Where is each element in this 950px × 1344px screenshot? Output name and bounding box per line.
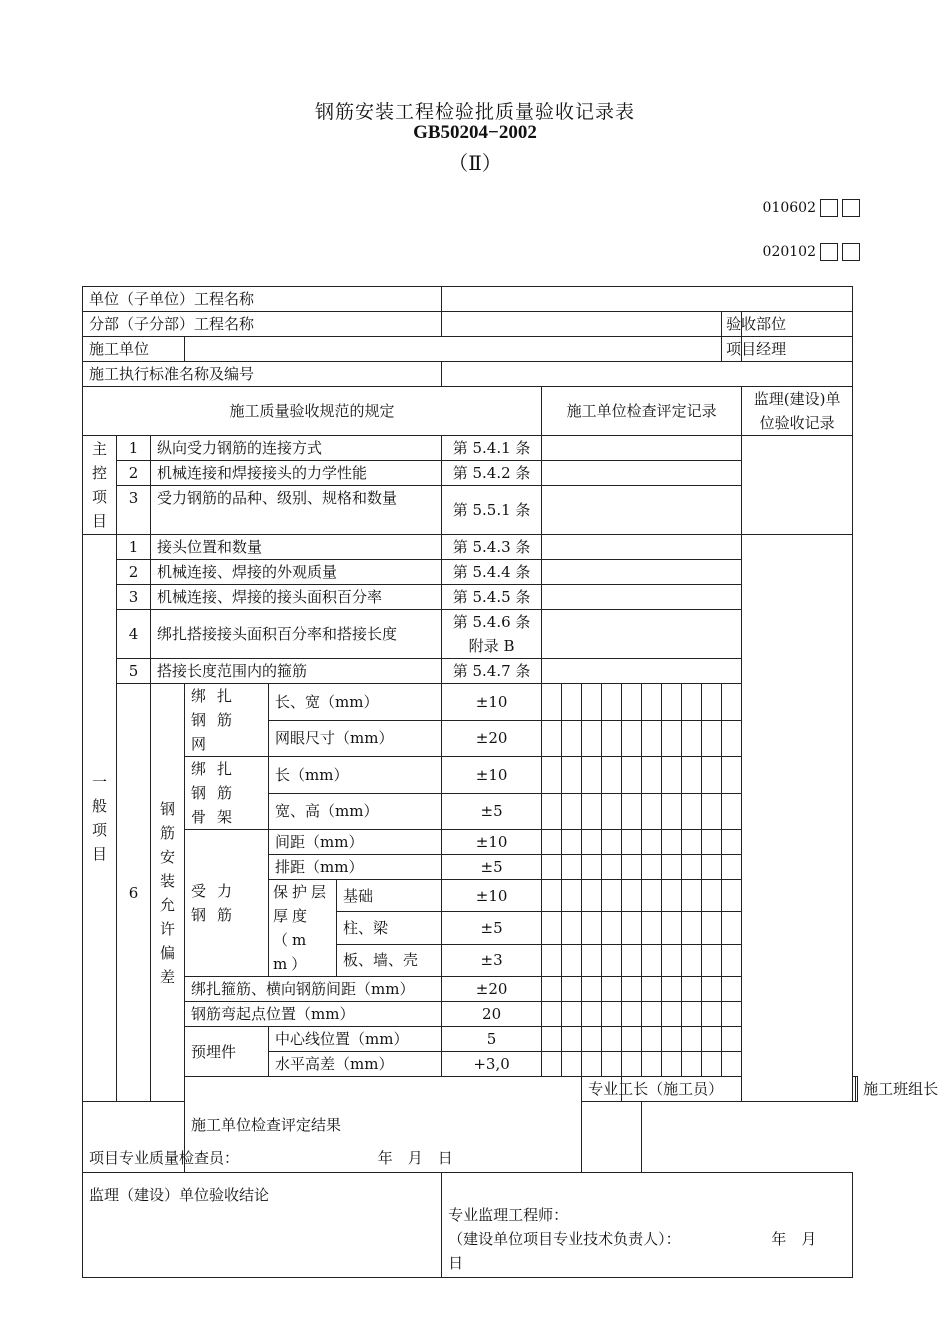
measure-cell[interactable] [542,912,562,944]
construct-unit-label: 施工单位 [83,337,185,362]
measure-cell[interactable] [682,757,702,794]
cover-label: 保护层厚度（mm） [269,880,337,977]
item-clause: 第 5.4.2 条 [442,461,542,486]
item-text: 接头位置和数量 [151,535,442,560]
measure-cell[interactable] [702,1002,722,1027]
foreman-label: 专业工长（施工员） [582,1077,622,1102]
measure-cell[interactable] [562,1027,582,1052]
measure-cell[interactable] [542,720,562,757]
measure-cell[interactable] [702,912,722,944]
tolerance-item: 长、宽（mm） [269,684,442,721]
sub-name-label: 分部（子分部）工程名称 [83,312,442,337]
cage-label: 绑扎钢筋骨架 [185,757,269,830]
check-record-cell[interactable] [542,461,742,486]
measure-cell[interactable] [542,1027,562,1052]
measure-cell[interactable] [622,720,642,757]
item-number: 5 [117,659,151,684]
measure-cell[interactable] [582,757,602,794]
measure-cell[interactable] [662,912,682,944]
standard-label: 施工执行标准名称及编号 [83,362,442,387]
measure-cell[interactable] [702,830,722,855]
measure-cell[interactable] [542,684,562,721]
measure-cell[interactable] [722,977,742,1002]
tolerance-value: ±5 [442,912,542,944]
measure-cell[interactable] [602,1027,622,1052]
tolerance-value: ±20 [442,720,542,757]
check-record-cell[interactable] [542,659,742,684]
measure-cell[interactable] [562,912,582,944]
measure-cell[interactable] [602,830,622,855]
form-code-2 [763,243,860,261]
measure-cell[interactable] [542,1052,562,1077]
supervise-col-header: 监理(建设)单位验收记录 [742,387,853,436]
inspection-table [82,286,939,1278]
tolerance-value: ±5 [442,793,542,830]
measure-cell[interactable] [722,720,742,757]
measure-cell[interactable] [702,1027,722,1052]
measure-cell[interactable] [702,977,722,1002]
form-title: 钢筋安装工程检验批质量验收记录表 [314,101,635,123]
item-clause: 第 5.4.1 条 [442,436,542,461]
measure-cell[interactable] [662,684,682,721]
measure-cell[interactable] [702,757,722,794]
measure-cell[interactable] [542,880,562,912]
measure-cell[interactable] [642,830,662,855]
measure-cell[interactable] [622,944,642,976]
measure-cell[interactable] [722,880,742,912]
measure-cell[interactable] [702,944,722,976]
tolerance-value: ±3 [442,944,542,976]
check-record-cell[interactable] [542,560,742,585]
measure-cell[interactable] [682,793,702,830]
tolerance-item: 水平高差（mm） [269,1052,442,1077]
measure-cell[interactable] [702,880,722,912]
pm-label: 项目经理 [722,337,742,362]
measure-cell[interactable] [562,977,582,1002]
measure-cell[interactable] [642,684,662,721]
measure-cell[interactable] [722,1002,742,1027]
measure-cell[interactable] [582,912,602,944]
construct-unit-value[interactable] [185,337,722,362]
form-code-text: 020102 [762,244,816,260]
check-record-cell[interactable] [542,486,742,535]
item-text: 受力钢筋的品种、级别、规格和数量 [151,486,442,535]
supervise-record-cell[interactable] [742,436,853,535]
item-text: 机械连接和焊接接头的力学性能 [151,461,442,486]
code-digit-box[interactable] [820,199,838,217]
item-clause: 第 5.5.1 条 [442,486,542,535]
measure-cell[interactable] [682,944,702,976]
unit-name-value[interactable] [442,287,853,312]
tolerance-value: ±10 [442,830,542,855]
measure-cell[interactable] [602,1052,622,1077]
measure-cell[interactable] [722,684,742,721]
code-digit-box[interactable] [842,199,860,217]
result-date: 年 月 日 [377,1149,453,1167]
item-text: 机械连接、焊接的外观质量 [151,560,442,585]
measure-cell[interactable] [622,1027,642,1052]
item-clause: 第 5.4.3 条 [442,535,542,560]
measure-cell[interactable] [702,855,722,880]
measure-cell[interactable] [602,757,622,794]
measure-cell[interactable] [542,944,562,976]
measure-cell[interactable] [642,855,662,880]
measure-cell[interactable] [662,720,682,757]
check-col-header: 施工单位检查评定记录 [542,387,742,436]
force-bar-label: 受力钢筋 [185,830,269,977]
measure-cell[interactable] [642,977,662,1002]
measure-cell[interactable] [662,757,682,794]
measure-cell[interactable] [662,830,682,855]
measure-cell[interactable] [582,944,602,976]
measure-cell[interactable] [702,720,722,757]
measure-cell[interactable] [682,720,702,757]
measure-cell[interactable] [562,1052,582,1077]
measure-cell[interactable] [562,720,582,757]
tolerance-value: ±10 [442,757,542,794]
measure-cell[interactable] [542,793,562,830]
measure-cell[interactable] [582,1002,602,1027]
measure-cell[interactable] [542,855,562,880]
item-text: 搭接长度范围内的箍筋 [151,659,442,684]
measure-cell[interactable] [722,1027,742,1052]
measure-cell[interactable] [722,793,742,830]
measure-cell[interactable] [702,1052,722,1077]
measure-cell[interactable] [582,1027,602,1052]
measure-cell[interactable] [662,880,682,912]
check-record-cell[interactable] [542,436,742,461]
measure-cell[interactable] [582,977,602,1002]
tolerance-item: 板、墙、壳 [337,944,442,976]
tolerance-label: 钢 筋 安 装 允 许 偏 差 [151,684,185,1102]
measure-cell[interactable] [662,977,682,1002]
measure-cell[interactable] [642,757,662,794]
item-text: 纵向受力钢筋的连接方式 [151,436,442,461]
tolerance-item: 柱、梁 [337,912,442,944]
measure-cell[interactable] [662,1027,682,1052]
measure-cell[interactable] [642,880,662,912]
result-label: 施工单位检查评定结果 [185,1077,582,1173]
item-number: 2 [117,461,151,486]
measure-cell[interactable] [562,1002,582,1027]
measure-cell[interactable] [722,855,742,880]
measure-cell[interactable] [622,1052,642,1077]
tolerance-value: ±20 [442,977,542,1002]
measure-cell[interactable] [562,684,582,721]
measure-cell[interactable] [622,912,642,944]
measure-cell[interactable] [722,944,742,976]
measure-cell[interactable] [582,855,602,880]
item-clause: 第 5.4.5 条 [442,585,542,610]
item-number: 3 [117,486,151,535]
measure-cell[interactable] [562,830,582,855]
measure-cell[interactable] [582,720,602,757]
team-leader-label: 施工班组长 [853,1077,856,1102]
measure-cell[interactable] [622,880,642,912]
item-number: 3 [117,585,151,610]
measure-cell[interactable] [542,830,562,855]
measure-cell[interactable] [582,793,602,830]
measure-cell[interactable] [642,1027,662,1052]
measure-cell[interactable] [582,1052,602,1077]
item-text: 机械连接、焊接的接头面积百分率 [151,585,442,610]
measure-cell[interactable] [562,793,582,830]
unit-name-label: 单位（子单位）工程名称 [83,287,442,312]
tolerance-value: 5 [442,1027,542,1052]
measure-cell[interactable] [682,830,702,855]
measure-cell[interactable] [662,1052,682,1077]
measure-cell[interactable] [602,880,622,912]
tolerance-value: ±10 [442,684,542,721]
item-number: 1 [117,535,151,560]
supervise-record-cell[interactable] [742,535,853,1102]
item-clause: 第 5.4.6 条 附录 B [442,610,542,659]
measure-cell[interactable] [662,1002,682,1027]
tolerance-item: 基础 [337,880,442,912]
measure-cell[interactable] [642,944,662,976]
owner-rep-label: （建设单位项目专业技术负责人）： [448,1230,681,1248]
measure-cell[interactable] [722,757,742,794]
conclusion-date: 年 月 日 [448,1230,832,1272]
measure-cell[interactable] [722,912,742,944]
measure-cell[interactable] [642,1052,662,1077]
measure-cell[interactable] [602,1002,622,1027]
form-section: （Ⅱ） [448,151,502,175]
tolerance-value: ±5 [442,855,542,880]
measure-cell[interactable] [582,684,602,721]
check-record-cell[interactable] [542,535,742,560]
measure-cell[interactable] [662,855,682,880]
measure-cell[interactable] [622,684,642,721]
tolerance-item: 间距（mm） [269,830,442,855]
measure-cell[interactable] [682,684,702,721]
measure-cell[interactable] [582,830,602,855]
measure-cell[interactable] [702,684,722,721]
code-digit-box[interactable] [842,243,860,261]
measure-cell[interactable] [642,793,662,830]
measure-cell[interactable] [682,855,702,880]
tolerance-item: 宽、高（mm） [269,793,442,830]
measure-cell[interactable] [562,880,582,912]
tolerance-value: 20 [442,1002,542,1027]
measure-cell[interactable] [662,793,682,830]
measure-cell[interactable] [642,720,662,757]
measure-cell[interactable] [642,1002,662,1027]
standard-value[interactable] [442,362,853,387]
team-leader-value[interactable] [856,1077,858,1102]
check-record-cell[interactable] [542,610,742,659]
measure-cell[interactable] [642,912,662,944]
measure-cell[interactable] [722,830,742,855]
tolerance-item: 绑扎箍筋、横向钢筋间距（mm） [185,977,442,1002]
accept-part-label: 验收部位 [722,312,742,337]
form-code-text: 010602 [762,200,816,216]
item-number: 2 [117,560,151,585]
measure-cell[interactable] [682,977,702,1002]
main-items-label: 主 控 项 目 [83,436,117,535]
measure-cell[interactable] [602,944,622,976]
sub-name-value[interactable] [442,312,722,337]
general-items-label: 一 般 项 目 [83,535,117,1102]
measure-cell[interactable] [542,1002,562,1027]
mesh-label: 绑扎钢筋网 [185,684,269,757]
measure-cell[interactable] [542,977,562,1002]
measure-cell[interactable] [602,720,622,757]
result-sign-area[interactable] [83,1102,642,1173]
engineer-label: 专业监理工程师： [448,1206,569,1224]
measure-cell[interactable] [582,880,602,912]
code-digit-box[interactable] [820,243,838,261]
measure-cell[interactable] [602,977,622,1002]
conclusion-sign-area[interactable] [442,1173,853,1278]
measure-cell[interactable] [622,757,642,794]
measure-cell[interactable] [682,1002,702,1027]
item-number: 1 [117,436,151,461]
item-number: 6 [117,684,151,1102]
measure-cell[interactable] [682,880,702,912]
measure-cell[interactable] [622,793,642,830]
measure-cell[interactable] [602,912,622,944]
measure-cell[interactable] [662,944,682,976]
tolerance-item: 中心线位置（mm） [269,1027,442,1052]
form-code-1 [763,199,860,217]
measure-cell[interactable] [682,912,702,944]
tolerance-item: 长（mm） [269,757,442,794]
tolerance-value: ±10 [442,880,542,912]
measure-cell[interactable] [702,793,722,830]
measure-cell[interactable] [622,855,642,880]
tolerance-item: 排距（mm） [269,855,442,880]
measure-cell[interactable] [562,855,582,880]
inspector-label: 项目专业质量检查员： [89,1149,240,1167]
embed-label: 预埋件 [185,1027,269,1077]
item-clause: 第 5.4.4 条 [442,560,542,585]
measure-cell[interactable] [722,1052,742,1077]
measure-cell[interactable] [602,684,622,721]
measure-cell[interactable] [562,944,582,976]
item-text: 绑扎搭接接头面积百分率和搭接长度 [151,610,442,659]
measure-cell[interactable] [602,793,622,830]
measure-cell[interactable] [622,1002,642,1027]
tolerance-item: 网眼尺寸（mm） [269,720,442,757]
measure-cell[interactable] [682,1027,702,1052]
measure-cell[interactable] [622,830,642,855]
measure-cell[interactable] [682,1052,702,1077]
tolerance-item: 钢筋弯起点位置（mm） [185,1002,442,1027]
measure-cell[interactable] [602,855,622,880]
measure-cell[interactable] [562,757,582,794]
item-clause: 第 5.4.7 条 [442,659,542,684]
measure-cell[interactable] [542,757,562,794]
tolerance-value: +3,0 [442,1052,542,1077]
measure-cell[interactable] [622,977,642,1002]
spec-col-header: 施工质量验收规范的规定 [83,387,542,436]
conclusion-label: 监理（建设）单位验收结论 [83,1173,442,1278]
check-record-cell[interactable] [542,585,742,610]
item-number: 4 [117,610,151,659]
standard-code: GB50204−2002 [413,122,537,143]
